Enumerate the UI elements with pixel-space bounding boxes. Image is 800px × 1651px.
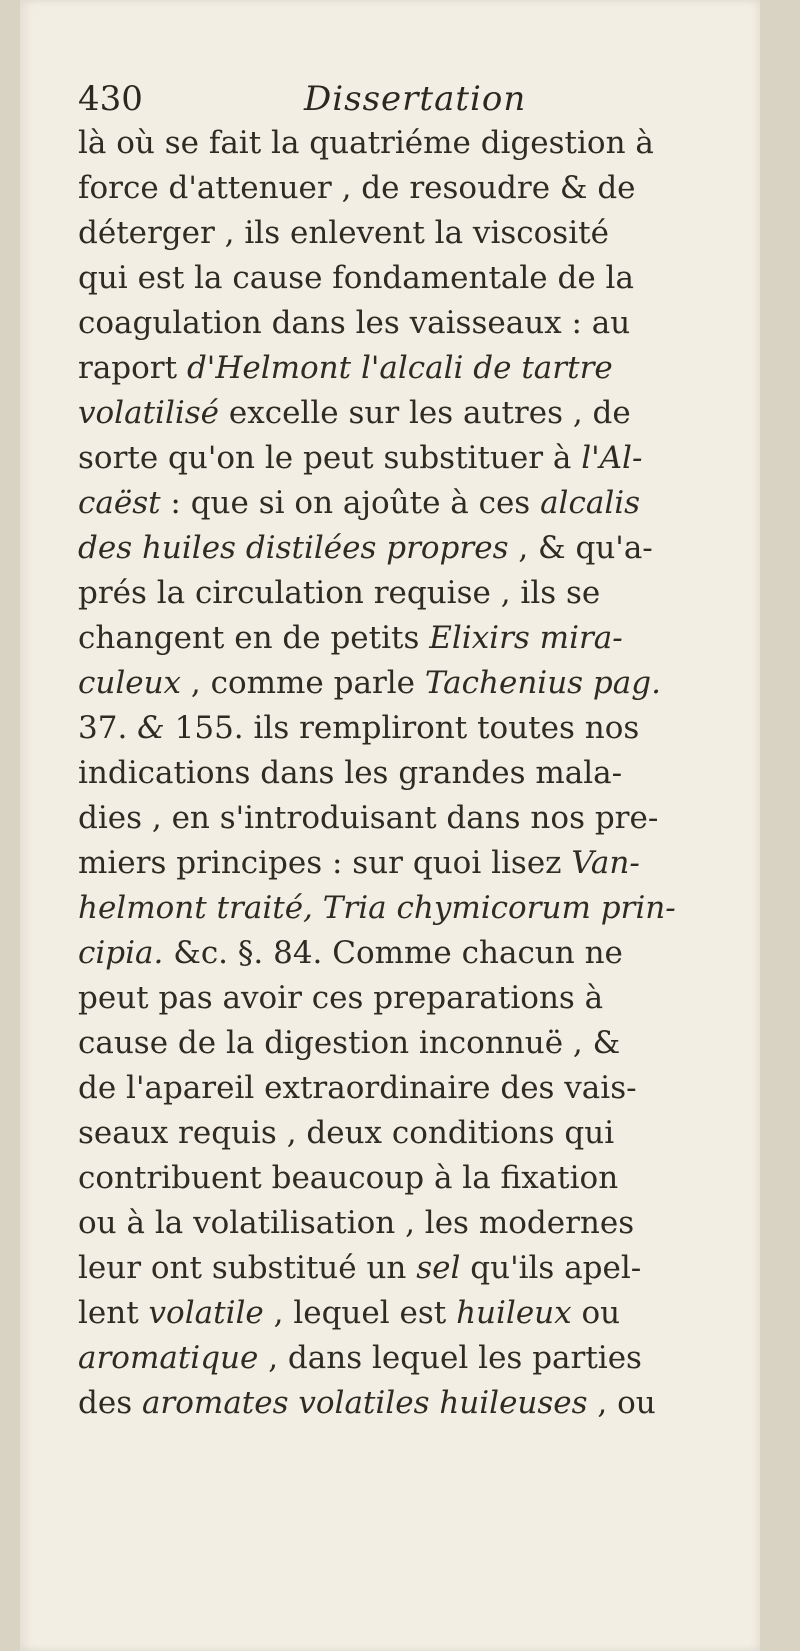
- text-line: [78, 256, 728, 301]
- text-segment: qui est la cause fondamentale de la: [78, 260, 634, 296]
- text-line: [78, 661, 728, 706]
- running-title: Dissertation: [304, 79, 527, 119]
- text-segment: sorte qu'on le peut substituer à: [78, 440, 582, 476]
- text-line: [78, 1066, 728, 1111]
- text-line: [78, 1201, 728, 1246]
- text-segment: de l'apareil extraordinaire des vais-: [78, 1070, 637, 1106]
- text-segment: &c. §. 84. Comme chacun ne: [163, 935, 623, 971]
- text-line: [78, 616, 728, 661]
- italic-text-segment: d'Helmont l'alcali de tartre: [186, 350, 613, 386]
- text-line: [78, 1246, 728, 1291]
- text-line: [78, 931, 728, 976]
- page-header: [78, 74, 718, 124]
- text-segment: , dans lequel les parties: [258, 1340, 642, 1376]
- text-line: [78, 526, 728, 571]
- text-segment: ou: [571, 1295, 621, 1331]
- text-segment: prés la circulation requise , ils se: [78, 575, 601, 611]
- text-segment: déterger , ils enlevent la viscosité: [78, 215, 609, 251]
- italic-text-segment: helmont traité, Tria chymicorum prin-: [78, 890, 676, 926]
- text-segment: miers principes : sur quoi lisez: [78, 845, 572, 881]
- italic-text-segment: sel: [416, 1250, 461, 1286]
- text-segment: raport: [78, 350, 187, 386]
- text-segment: : que si on ajoûte à ces: [160, 485, 541, 521]
- italic-text-segment: aromatique: [78, 1340, 259, 1376]
- text-segment: force d'attenuer , de resoudre & de: [78, 170, 636, 206]
- italic-text-segment: Elixirs mira-: [429, 620, 623, 656]
- text-segment: coagulation dans les vaisseaux : au: [78, 305, 631, 341]
- text-segment: contribuent beaucoup à la fixation: [78, 1160, 619, 1196]
- text-segment: 37.: [78, 710, 138, 746]
- text-segment: qu'ils apel-: [460, 1250, 642, 1286]
- italic-text-segment: culeux: [78, 665, 182, 701]
- text-line: [78, 436, 728, 481]
- text-segment: ou à la volatilisation , les modernes: [78, 1205, 635, 1241]
- text-line: [78, 1336, 728, 1381]
- page-number: 430: [78, 79, 143, 119]
- text-line: [78, 1381, 728, 1426]
- text-segment: 155. ils rempliront toutes nos: [164, 710, 640, 746]
- italic-text-segment: aromates volatiles huileuses: [141, 1385, 588, 1421]
- italic-text-segment: cipia.: [78, 935, 164, 971]
- text-line: [78, 166, 728, 211]
- italic-text-segment: &: [137, 710, 165, 746]
- italic-text-segment: Tachenius pag.: [424, 665, 661, 701]
- text-segment: lent: [78, 1295, 149, 1331]
- text-segment: cause de la digestion inconnuë , &: [78, 1025, 621, 1061]
- text-line: [78, 1111, 728, 1156]
- text-line: [78, 391, 728, 436]
- text-segment: , ou: [587, 1385, 656, 1421]
- text-segment: dies , en s'introduisant dans nos pre-: [78, 800, 659, 836]
- italic-text-segment: l'Al-: [581, 440, 643, 476]
- italic-text-segment: des huiles distilées propres: [78, 530, 509, 566]
- book-page: [20, 0, 760, 1651]
- text-line: [78, 796, 728, 841]
- text-line: [78, 481, 728, 526]
- text-segment: là où se fait la quatriéme digestion à: [78, 125, 654, 161]
- italic-text-segment: Van-: [571, 845, 640, 881]
- text-line: [78, 1156, 728, 1201]
- text-segment: , lequel est: [263, 1295, 457, 1331]
- italic-text-segment: huileux: [456, 1295, 572, 1331]
- text-line: [78, 1291, 728, 1336]
- text-line: [78, 1021, 728, 1066]
- text-segment: leur ont substitué un: [78, 1250, 417, 1286]
- italic-text-segment: caëst: [78, 485, 161, 521]
- text-segment: seaux requis , deux conditions qui: [78, 1115, 615, 1151]
- text-segment: excelle sur les autres , de: [219, 395, 631, 431]
- text-line: [78, 301, 728, 346]
- text-line: [78, 841, 728, 886]
- italic-text-segment: volatilisé: [78, 395, 220, 431]
- text-segment: , & qu'a-: [508, 530, 653, 566]
- text-line: [78, 976, 728, 1021]
- italic-text-segment: volatile: [148, 1295, 264, 1331]
- text-line: [78, 346, 728, 391]
- body-text: [78, 121, 728, 1426]
- text-line: [78, 571, 728, 616]
- italic-text-segment: alcalis: [540, 485, 641, 521]
- text-line: [78, 211, 728, 256]
- text-line: [78, 751, 728, 796]
- text-segment: , comme parle: [181, 665, 425, 701]
- text-segment: des: [78, 1385, 142, 1421]
- text-line: [78, 886, 728, 931]
- text-segment: indications dans les grandes mala-: [78, 755, 623, 791]
- text-line: [78, 706, 728, 751]
- text-line: [78, 121, 728, 166]
- text-segment: peut pas avoir ces preparations à: [78, 980, 604, 1016]
- text-segment: changent en de petits: [78, 620, 430, 656]
